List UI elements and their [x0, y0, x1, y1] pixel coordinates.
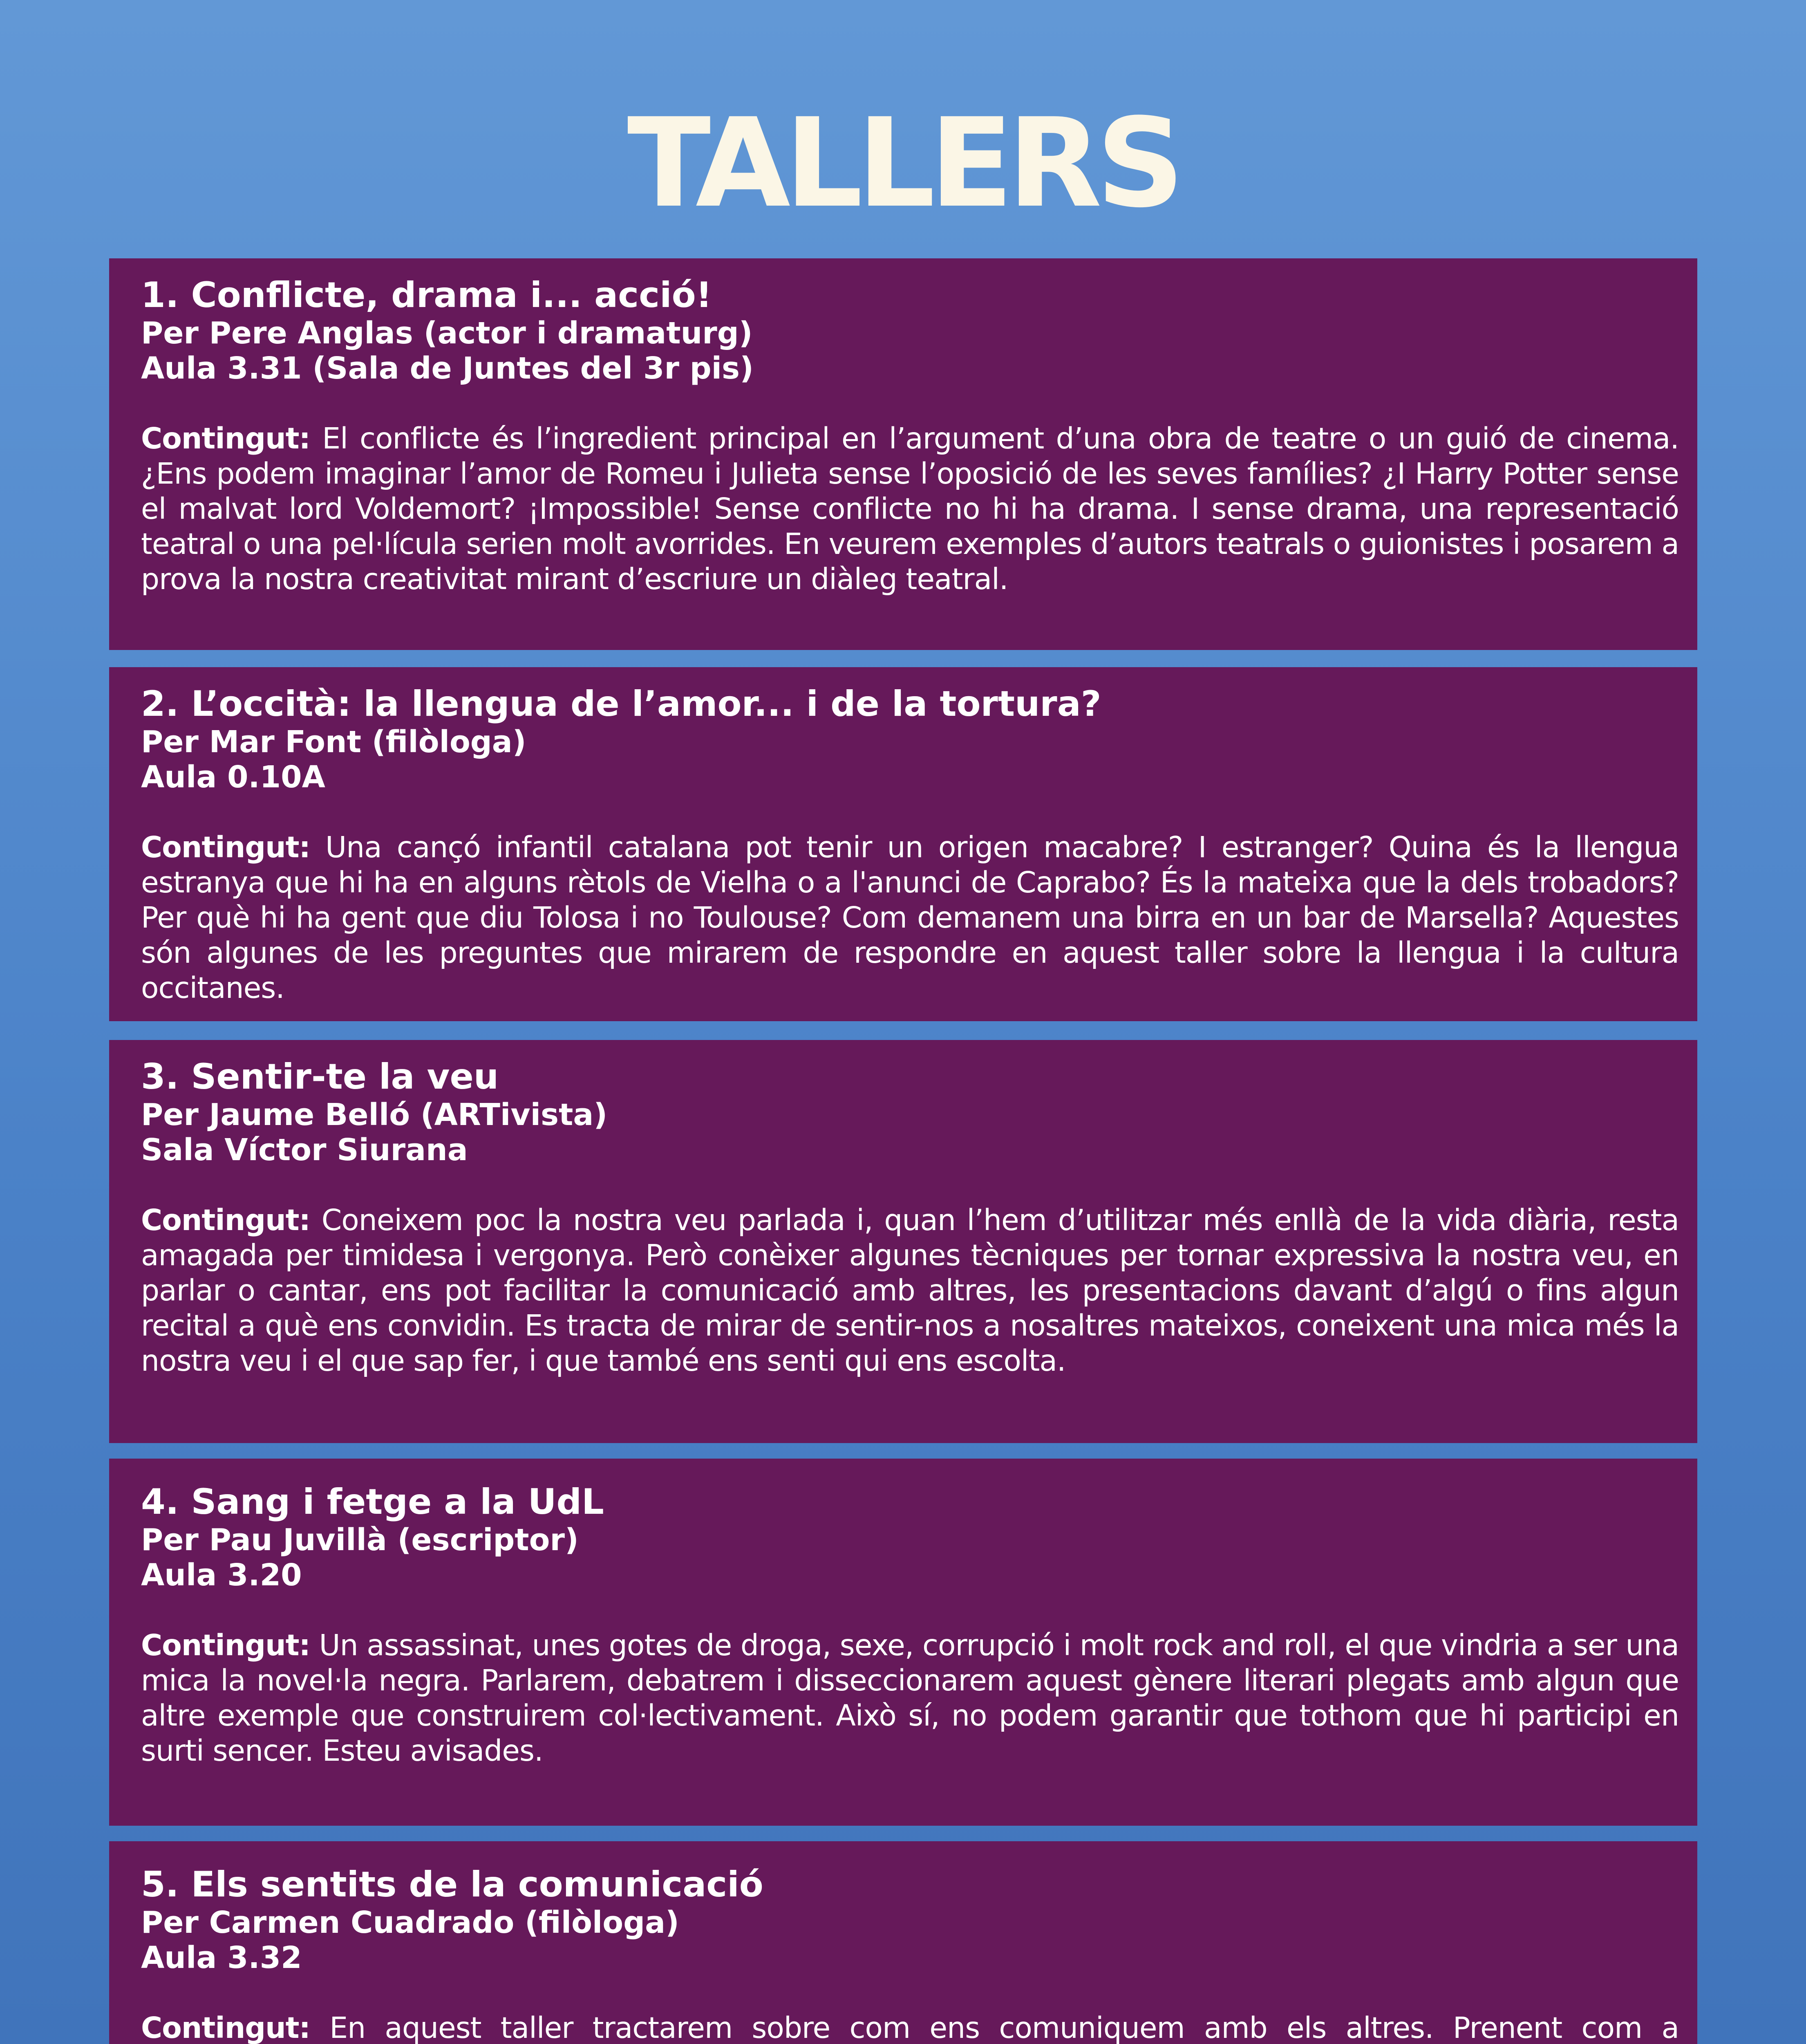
workshop-author: Per Pere Anglas (actor i dramaturg) — [141, 316, 753, 351]
content-text: En aquest taller tractarem sobre com ens comuniquem amb els altres. Prenent com a — [329, 2011, 1679, 2044]
workshop-header — [141, 1459, 1679, 1593]
workshop-author: Per Mar Font (filòloga) — [141, 724, 526, 760]
workshop-description — [141, 421, 1679, 597]
content-text: El conflicte és l’ingredient principal en l’argument d’una obra de teatre o un guió de cinema. ¿Ens podem imaginar l’amor de Romeu i Julieta sense l’oposició de les seves famílies? ¿I Harry Potter sense el malvat lord Voldemort? ¡Impossible! Sense conflicte no hi ha drama. I sense drama, una representació teatral o una pel·lícula serien molt avorrides. En veurem exemples d’autors teatrals o guionistes i posarem a prova la nostra creativitat mirant d’escriure un diàleg teatral. — [141, 421, 1679, 596]
workshop-author: Per Jaume Belló (ARTivista) — [141, 1097, 608, 1132]
workshop-title: 4. Sang i fetge a la UdL — [141, 1481, 604, 1522]
content-label: Contingut: — [141, 2011, 310, 2044]
workshop-description — [141, 1203, 1679, 1378]
content-text: Coneixem poc la nostra veu parlada i, quan l’hem d’utilitzar més enllà de la vida diària, resta amagada per timidesa i vergonya. Però conèixer algunes tècniques per tornar expressiva la nostra veu, en parlar o cantar, ens pot facilitar la comunicació amb altres, les presentacions davant d’algú o fins algun recital a què ens convidin. Es tracta de mirar de sentir-nos a nosaltres mateixos, coneixent una mica més la nostra veu i el que sap fer, i que també ens senti qui ens escolta. — [141, 1203, 1679, 1378]
workshop-card — [109, 1841, 1697, 2044]
workshop-header — [141, 258, 1679, 386]
workshop-card — [109, 258, 1697, 650]
workshop-header — [141, 667, 1679, 795]
workshop-author: Per Carmen Cuadrado (filòloga) — [141, 1905, 679, 1940]
content-text: Un assassinat, unes gotes de droga, sexe, corrupció i molt rock and roll, el que vindria a ser una mica la novel·la negra. Parlarem, debatrem i disseccionarem aquest gènere literari plegats amb algun que altre exemple que construirem col·lectivament. Això sí, no podem garantir que tothom que hi participi en surti sencer. Esteu avisades. — [141, 1628, 1679, 1768]
workshop-title: 3. Sentir-te la veu — [141, 1056, 499, 1097]
workshop-card — [109, 1459, 1697, 1826]
workshop-room: Aula 3.32 — [141, 1940, 302, 1975]
content-label: Contingut: — [141, 1628, 310, 1662]
content-label: Contingut: — [141, 421, 310, 455]
page-title: TALLERS — [627, 92, 1179, 235]
workshop-title: 2. L’occità: la llengua de l’amor... i de la tortura? — [141, 684, 1101, 724]
workshop-card — [109, 1040, 1697, 1443]
workshop-header — [141, 1040, 1679, 1168]
workshop-description — [141, 830, 1679, 1006]
workshop-description — [141, 2010, 1679, 2044]
workshop-author: Per Pau Juvillà (escriptor) — [141, 1522, 579, 1558]
workshop-room: Aula 3.20 — [141, 1558, 302, 1593]
workshop-description — [141, 1628, 1679, 1768]
workshop-room: Aula 3.31 (Sala de Juntes del 3r pis) — [141, 351, 754, 386]
workshop-card — [109, 667, 1697, 1021]
workshop-room: Aula 0.10A — [141, 760, 325, 795]
content-text: Una cançó infantil catalana pot tenir un origen macabre? I estranger? Quina és la llengua estranya que hi ha en alguns rètols de Vielha o a l'anunci de Caprabo? És la mateixa que la dels trobadors? Per què hi ha gent que diu Tolosa i no Toulouse? Com demanem una birra en un bar de Marsella? Aquestes són algunes de les preguntes que mirarem de respondre en aquest taller sobre la llengua i la cultura occitanes. — [141, 830, 1679, 1005]
workshop-title: 1. Conflicte, drama i... acció! — [141, 275, 712, 316]
workshop-title: 5. Els sentits de la comunicació — [141, 1864, 763, 1905]
content-label: Contingut: — [141, 1203, 310, 1237]
content-label: Contingut: — [141, 830, 310, 864]
workshop-header — [141, 1841, 1679, 1975]
workshop-room: Sala Víctor Siurana — [141, 1132, 468, 1168]
